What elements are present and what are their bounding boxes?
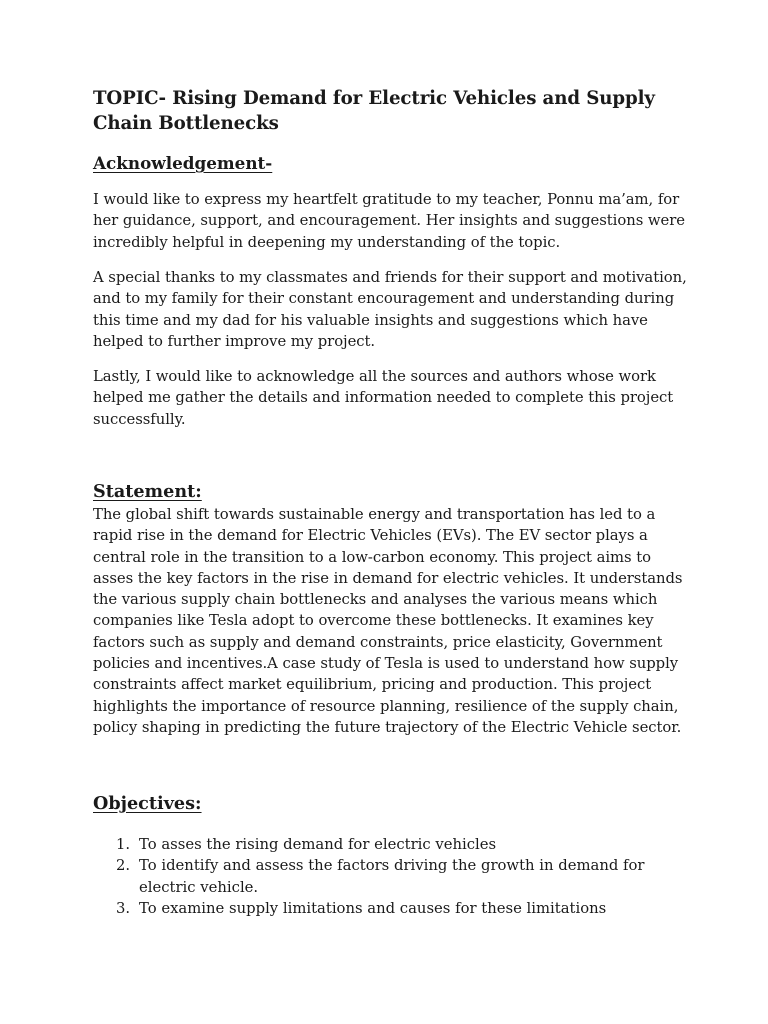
statement-paragraph: The global shift towards sustainable energy and transportation has led to a rapid rise in the demand for Electric Vehicles (EVs). The EV sector plays a central role in the transition to a low-carbon economy. This project aims to asses the key factors in the rise in demand for electric vehicles. It understands the various supply chain bottlenecks and analyses the various means which companies like Tesla adopt to overcome these bottlenecks. It examines key factors such as supply and demand constraints, price elasticity, Government policies and incentives.A case study of Tesla is used to understand how supply constraints affect market equilibrium, pricing and production. This project highlights the importance of resource planning, resilience of the supply chain, policy shaping in predicting the future trajectory of the Electric Vehicle sector. (93, 506, 683, 736)
objective-text: To identify and assess the factors driving the growth in demand for electric vehicle. (139, 857, 645, 896)
acknowledgement-paragraph-3: Lastly, I would like to acknowledge all the sources and authors whose work helped me gather the details and information needed to complete this project successfully. (93, 368, 674, 428)
objective-text: To examine supply limitations and causes for these limitations (139, 899, 607, 917)
acknowledgement-heading: Acknowledgement- (93, 153, 273, 173)
acknowledgement-paragraph-2: A special thanks to my classmates and friends for their support and motivation, and to my family for their constant encouragement and understanding during this time and my dad for his valuable insights and suggestions which have helped to further improve my project. (93, 269, 687, 350)
objective-item (93, 834, 693, 855)
objective-number: 2. (116, 857, 131, 875)
objective-number: 1. (116, 836, 131, 853)
objective-text: To asses the rising demand for electric vehicles (139, 836, 497, 853)
objective-number: 3. (116, 899, 131, 917)
objectives-list (93, 834, 693, 919)
objective-item (93, 855, 693, 898)
acknowledgement-paragraph-1: I would like to express my heartfelt gratitude to my teacher, Ponnu ma’am, for her guidance, support, and encouragement. Her insights and suggestions were incredibly helpful in deepening my understanding of the topic. (93, 191, 685, 251)
statement-heading: Statement: (93, 481, 202, 502)
objective-item (93, 898, 693, 919)
objectives-heading: Objectives: (93, 793, 202, 814)
page-title: TOPIC- Rising Demand for Electric Vehicles and Supply Chain Bottlenecks (93, 88, 655, 134)
